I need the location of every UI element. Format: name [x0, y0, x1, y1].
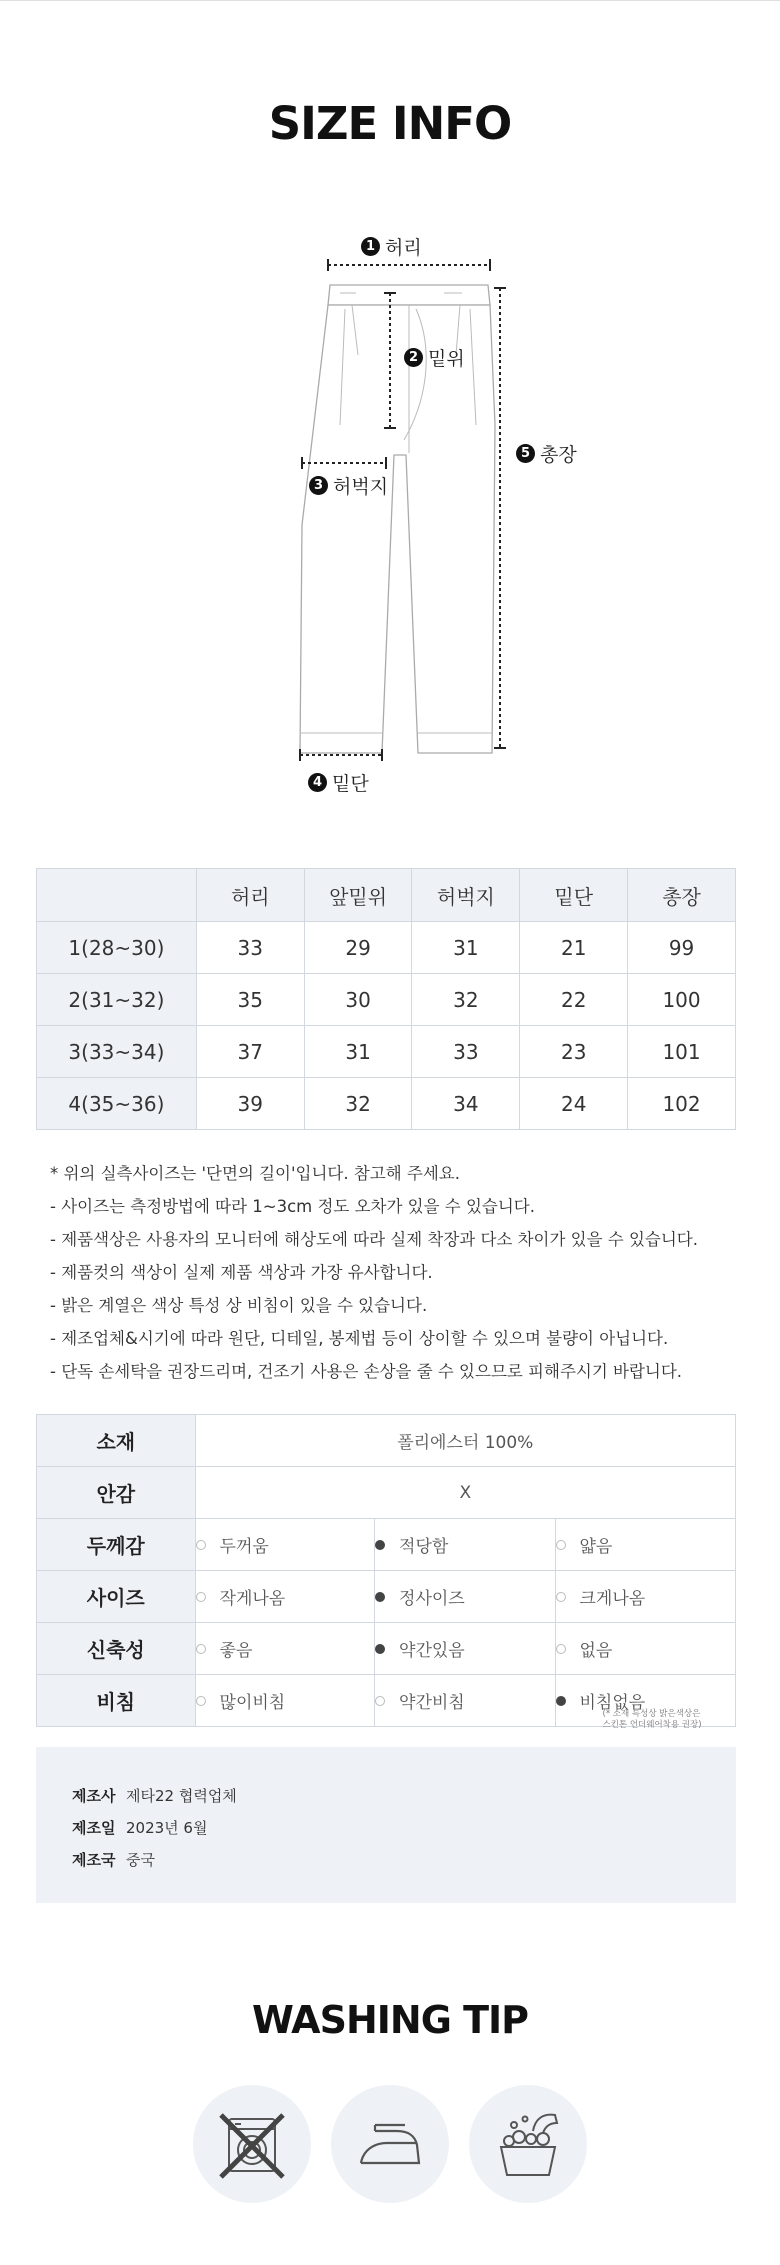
option-cell	[195, 1571, 374, 1623]
label-text: 허리	[385, 237, 422, 259]
lining-label: 안감	[37, 1467, 196, 1519]
size-info-title: SIZE INFO	[268, 97, 512, 150]
table-cell: 32	[412, 974, 520, 1026]
thickness-row	[37, 1519, 736, 1571]
label-total-length	[516, 440, 577, 467]
manufacture-info-box	[36, 1747, 736, 1903]
label-thigh	[309, 472, 388, 499]
table-cell: 34	[412, 1078, 520, 1130]
table-cell: 32	[304, 1078, 412, 1130]
label-waist	[361, 233, 422, 260]
radio-empty-icon	[196, 1540, 206, 1550]
table-row	[37, 1078, 736, 1130]
number-badge: 1	[361, 237, 380, 256]
top-divider	[0, 0, 780, 1]
option-label: 많이비침	[219, 1693, 286, 1713]
table-cell: 24	[520, 1078, 628, 1130]
sheerness-label: 비침	[37, 1675, 196, 1727]
label-text: 총장	[540, 444, 577, 466]
country-value: 중국	[126, 1851, 155, 1869]
option-label: 없음	[579, 1641, 613, 1661]
radio-empty-icon	[196, 1592, 206, 1602]
iron-icon	[331, 2085, 449, 2203]
maker-value: 제타22 협력업체	[126, 1787, 237, 1805]
label-text: 밑위	[428, 348, 465, 370]
date-label: 제조일	[72, 1819, 116, 1837]
note-item: - 제품컷의 색상이 실제 제품 색상과 가장 유사합니다.	[50, 1263, 433, 1282]
radio-empty-icon	[556, 1540, 566, 1550]
table-cell: 102	[628, 1078, 736, 1130]
lining-value: X	[195, 1467, 735, 1519]
lining-row	[37, 1467, 736, 1519]
label-text: 밑단	[332, 773, 369, 795]
number-badge: 5	[516, 444, 535, 463]
maker-label: 제조사	[72, 1787, 116, 1805]
number-badge: 2	[404, 348, 423, 367]
maker-row	[72, 1785, 237, 1806]
note-item: - 밝은 계열은 색상 특성 상 비침이 있을 수 있습니다.	[50, 1296, 428, 1315]
option-label: 약간있음	[399, 1641, 465, 1661]
note-item: - 제조업체&시기에 따라 원단, 디테일, 봉제법 등이 상이할 수 있으며 불량이 아닙니다.	[50, 1329, 669, 1348]
note-item: * 위의 실측사이즈는 '단면의 길이'입니다. 참고해 주세요.	[50, 1164, 460, 1183]
radio-empty-icon	[375, 1696, 385, 1706]
table-cell: 99	[628, 922, 736, 974]
table-row	[37, 1026, 736, 1078]
option-cell	[555, 1623, 736, 1675]
table-cell: 39	[196, 1078, 304, 1130]
radio-empty-icon	[196, 1696, 206, 1706]
option-label: 작게나옴	[219, 1589, 286, 1609]
option-cell	[555, 1519, 736, 1571]
sheerness-note-line: 스킨톤 언더웨어착용 권장)	[602, 1720, 702, 1730]
table-cell: 23	[520, 1026, 628, 1078]
size-table	[36, 868, 736, 1130]
notes-list	[50, 1157, 698, 1388]
product-attribute-table	[36, 1414, 736, 1730]
option-label: 약간비침	[399, 1693, 465, 1713]
table-cell: 35	[196, 974, 304, 1026]
hand-wash-icon	[469, 2085, 587, 2203]
option-cell	[195, 1623, 374, 1675]
header-cell: 밑단	[520, 869, 628, 922]
country-label: 제조국	[72, 1851, 116, 1869]
option-label: 적당함	[399, 1537, 449, 1557]
size-fit-row	[37, 1571, 736, 1623]
option-cell	[375, 1519, 555, 1571]
option-cell	[375, 1675, 555, 1727]
date-row	[72, 1817, 207, 1838]
option-cell	[375, 1571, 555, 1623]
label-hem	[308, 769, 369, 796]
header-cell: 허벅지	[412, 869, 520, 922]
option-label: 얇음	[579, 1537, 613, 1557]
option-cell	[555, 1571, 736, 1623]
note-item: - 제품색상은 사용자의 모니터에 해상도에 따라 실제 착장과 다소 차이가 있을 수 있습니다.	[50, 1230, 698, 1249]
material-row	[37, 1415, 736, 1467]
table-row	[37, 974, 736, 1026]
radio-empty-icon	[556, 1592, 566, 1602]
table-cell: 101	[628, 1026, 736, 1078]
thickness-label: 두께감	[37, 1519, 196, 1571]
label-text: 허벅지	[333, 476, 389, 498]
material-label: 소재	[37, 1415, 196, 1467]
radio-filled-icon	[375, 1592, 385, 1602]
row-size-label: 4(35~36)	[37, 1078, 197, 1130]
table-cell: 30	[304, 974, 412, 1026]
option-label: 좋음	[219, 1641, 253, 1661]
header-cell: 앞밑위	[304, 869, 412, 922]
table-cell: 21	[520, 922, 628, 974]
row-size-label: 2(31~32)	[37, 974, 197, 1026]
pants-illustration	[0, 225, 780, 805]
table-cell: 33	[412, 1026, 520, 1078]
radio-filled-icon	[375, 1644, 385, 1654]
option-label: 두꺼움	[219, 1537, 269, 1557]
note-item: - 단독 손세탁을 권장드리며, 건조기 사용은 손상을 줄 수 있으므로 피해주시기 바랍니다.	[50, 1362, 683, 1381]
option-cell	[195, 1675, 374, 1727]
radio-filled-icon	[556, 1696, 566, 1706]
table-cell: 29	[304, 922, 412, 974]
table-cell: 22	[520, 974, 628, 1026]
row-size-label: 1(28~30)	[37, 922, 197, 974]
washing-tip-title: WASHING TIP	[251, 1998, 529, 2042]
note-item: - 사이즈는 측정방법에 따라 1~3cm 정도 오차가 있을 수 있습니다.	[50, 1197, 535, 1216]
option-cell	[195, 1519, 374, 1571]
sheerness-note	[603, 1709, 702, 1731]
header-cell	[37, 869, 197, 922]
no-machine-wash-icon	[193, 2085, 311, 2203]
size-table-header	[37, 869, 736, 922]
option-label: 비침없음	[579, 1693, 646, 1713]
table-cell: 31	[412, 922, 520, 974]
label-rise	[404, 344, 465, 371]
option-cell	[555, 1675, 736, 1730]
number-badge: 4	[308, 773, 327, 792]
table-cell: 100	[628, 974, 736, 1026]
option-label: 정사이즈	[399, 1589, 465, 1609]
radio-empty-icon	[196, 1644, 206, 1654]
option-label: 크게나옴	[579, 1589, 646, 1609]
sheerness-note-line: (* 소재 특성상 밝은색상은	[602, 1709, 701, 1719]
country-row	[72, 1849, 155, 1870]
table-row	[37, 922, 736, 974]
option-cell	[375, 1623, 555, 1675]
date-value: 2023년 6월	[126, 1819, 208, 1837]
table-cell: 37	[196, 1026, 304, 1078]
radio-filled-icon	[375, 1540, 385, 1550]
header-cell: 허리	[196, 869, 304, 922]
size-fit-label: 사이즈	[37, 1571, 196, 1623]
radio-empty-icon	[556, 1644, 566, 1654]
table-cell: 31	[304, 1026, 412, 1078]
material-value: 폴리에스터 100%	[195, 1415, 735, 1467]
number-badge: 3	[309, 476, 328, 495]
header-cell: 총장	[628, 869, 736, 922]
stretch-row	[37, 1623, 736, 1675]
sheerness-row	[37, 1675, 736, 1727]
stretch-label: 신축성	[37, 1623, 196, 1675]
table-cell: 33	[196, 922, 304, 974]
pants-measurement-diagram	[0, 225, 780, 805]
row-size-label: 3(33~34)	[37, 1026, 197, 1078]
